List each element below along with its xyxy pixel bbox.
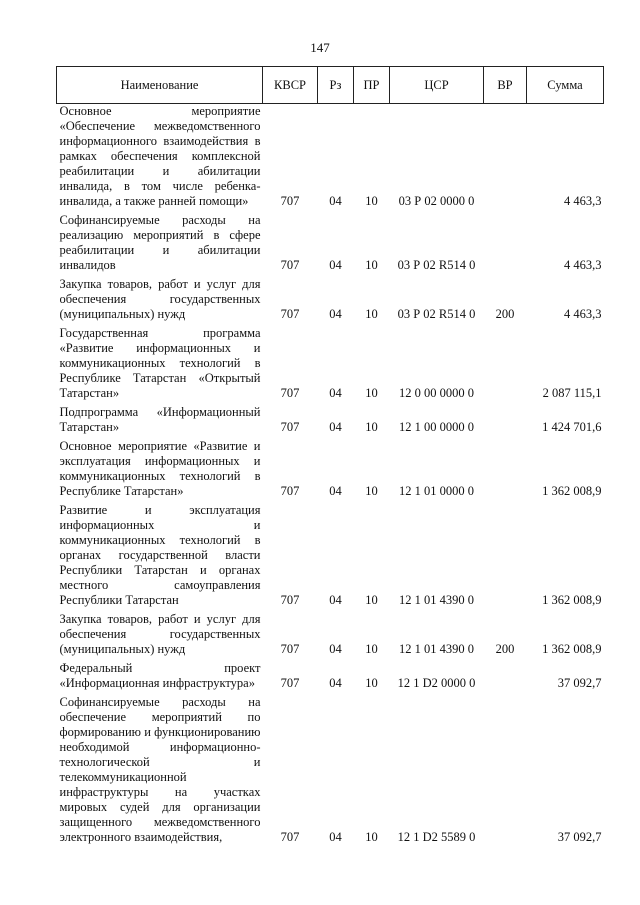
row-vr: 200 [495,642,515,656]
header-name: Наименование [57,67,263,104]
row-csr: 12 1 01 4390 0 [399,642,474,656]
header-pr: ПР [354,67,390,104]
row-kvsr: 707 [280,258,300,272]
row-pr: 10 [365,484,378,498]
row-rz: 04 [329,386,342,400]
row-rz: 04 [329,307,342,321]
header-row [57,67,604,104]
row-rz: 04 [329,194,342,208]
row-pr: 10 [365,307,378,321]
row-kvsr: 707 [280,676,300,690]
row-sum: 4 463,3 [564,194,602,208]
row-pr: 10 [365,258,378,272]
row-vr [484,695,527,849]
row-vr [484,439,527,503]
row-csr: 03 Р 02 0000 0 [398,194,475,208]
row-csr: 03 Р 02 R514 0 [397,258,476,272]
row-vr [484,405,527,439]
header-csr: ЦСР [390,67,484,104]
table-row [57,661,604,695]
table-row [57,405,604,439]
row-vr [484,104,527,214]
header-rz: Рз [318,67,354,104]
row-vr [484,213,527,277]
row-kvsr: 707 [280,642,300,656]
row-rz: 04 [329,484,342,498]
table-header [57,67,604,104]
table-body [57,104,604,850]
budget-table [56,66,604,849]
row-sum: 1 424 701,6 [542,420,602,434]
row-sum: 1 362 008,9 [542,642,602,656]
row-sum: 4 463,3 [564,307,602,321]
row-vr [484,661,527,695]
row-name: Софинансируемые расходы на обеспечение мероприятий по формированию и функционированию необходимой информационно-технологической и телекоммуникационной инфраструктуры на участках мировых судей для организации защищенного межведомственного электронного взаимодействия, [59,695,261,844]
row-kvsr: 707 [280,420,300,434]
table-row [57,612,604,661]
row-pr: 10 [365,593,378,607]
row-csr: 12 1 00 0000 0 [399,420,474,434]
row-name: Подпрограмма «Информационный Татарстан» [59,405,261,434]
table-row [57,104,604,214]
row-name: Закупка товаров, работ и услуг для обеспечения государственных (муниципальных) нужд [59,612,261,656]
row-kvsr: 707 [280,386,300,400]
page-number: 147 [310,40,330,55]
row-csr: 12 0 00 0000 0 [399,386,474,400]
row-vr [484,503,527,612]
row-rz: 04 [329,830,342,844]
row-name: Основное мероприятие «Обеспечение межведомственного информационного взаимодействия в рамках обеспечения комплексной реабилитации и абилитации инвалида, в том числе ребенка-инвалида, а также ранней помощи» [59,104,261,208]
row-kvsr: 707 [280,194,300,208]
row-kvsr: 707 [280,593,300,607]
row-sum: 1 362 008,9 [542,484,602,498]
row-name: Федеральный проект «Информационная инфраструктура» [59,661,261,690]
row-name: Закупка товаров, работ и услуг для обеспечения государственных (муниципальных) нужд [59,277,261,321]
table-row [57,213,604,277]
header-kvsr: КВСР [263,67,318,104]
row-pr: 10 [365,642,378,656]
row-pr: 10 [365,830,378,844]
row-sum: 37 092,7 [557,676,602,690]
row-csr: 12 1 D2 5589 0 [397,830,476,844]
row-kvsr: 707 [280,307,300,321]
row-csr: 12 1 01 4390 0 [399,593,474,607]
row-vr [484,326,527,405]
row-pr: 10 [365,386,378,400]
table-row [57,326,604,405]
header-vr: ВР [484,67,527,104]
row-csr: 12 1 D2 0000 0 [397,676,476,690]
row-pr: 10 [365,676,378,690]
row-rz: 04 [329,420,342,434]
table-row [57,277,604,326]
row-vr: 200 [495,307,515,321]
table-row [57,695,604,849]
row-pr: 10 [365,194,378,208]
row-sum: 4 463,3 [564,258,602,272]
row-kvsr: 707 [280,830,300,844]
header-sum: Сумма [527,67,604,104]
table-row [57,503,604,612]
row-rz: 04 [329,676,342,690]
row-rz: 04 [329,258,342,272]
row-sum: 1 362 008,9 [542,593,602,607]
table-row [57,439,604,503]
row-name: Развитие и эксплуатация информационных и коммуникационных технологий в органах государственной власти Республики Татарстан и органах местного самоуправления Республики Татарстан [59,503,261,607]
row-name: Основное мероприятие «Развитие и эксплуатация информационных и коммуникационных технологий в Республике Татарстан» [59,439,261,498]
row-sum: 37 092,7 [557,830,602,844]
row-pr: 10 [365,420,378,434]
row-name: Софинансируемые расходы на реализацию мероприятий в сфере реабилитации и абилитации инвалидов [59,213,261,272]
row-rz: 04 [329,593,342,607]
row-sum: 2 087 115,1 [542,386,602,400]
row-csr: 03 Р 02 R514 0 [397,307,476,321]
row-name: Государственная программа «Развитие информационных и коммуникационных технологий в Республике Татарстан «Открытый Татарстан» [59,326,261,400]
row-kvsr: 707 [280,484,300,498]
row-csr: 12 1 01 0000 0 [399,484,474,498]
row-rz: 04 [329,642,342,656]
